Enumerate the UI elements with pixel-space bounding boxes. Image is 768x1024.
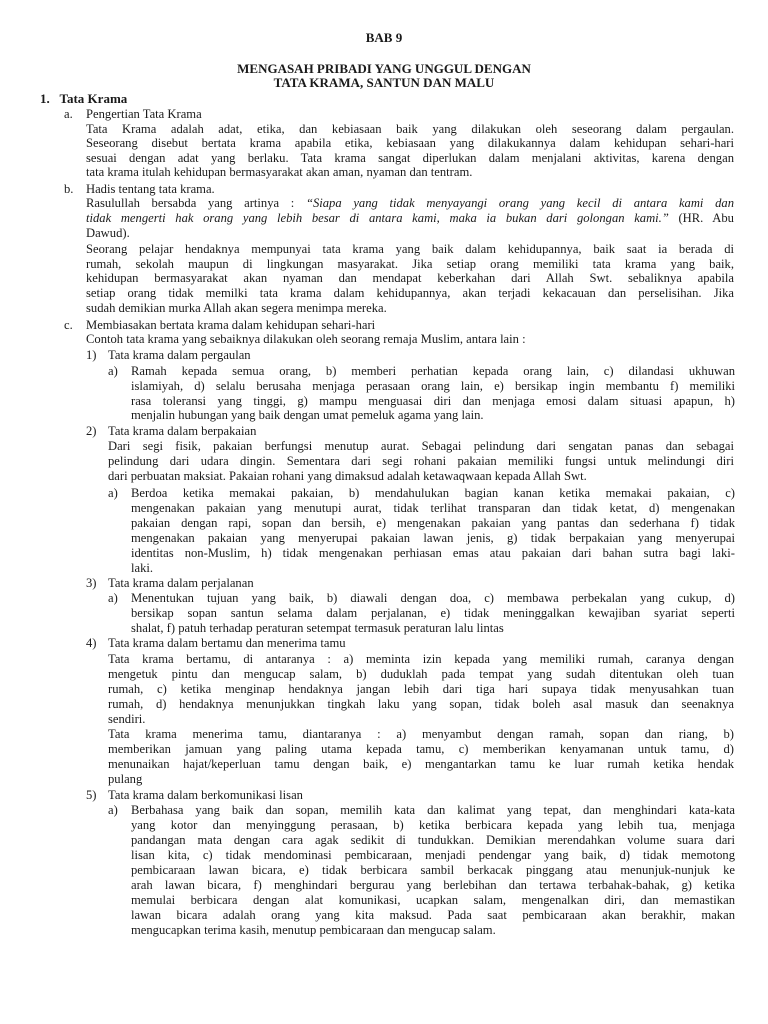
paragraph-line: rumah, d) hendaknya menunjukkan tingkah laku yang sopan, tidak boleh asal masuk dan seenaknya bbox=[108, 697, 734, 711]
paragraph-line: Tata Krama adalah adat, etika, dan kebiasaan baik yang dilakukan oleh seseorang dalam pergaulan. bbox=[86, 122, 734, 136]
list-heading: Tata krama dalam berkomunikasi lisan bbox=[108, 788, 303, 802]
list-heading: Tata krama dalam berpakaian bbox=[108, 424, 257, 438]
paragraph-line: memberikan jamuan yang paling utama kepada tamu, c) memberikan kenyamanan untuk tamu, d) bbox=[108, 742, 734, 756]
paragraph-line: sudah demikian murka Allah akan segera menimpa mereka. bbox=[86, 301, 387, 315]
hadis-quote: “Siapa yang tidak menyayangi orang yang kecil di antara kami dan bbox=[305, 196, 734, 210]
paragraph-line: Ramah kepada semua orang, b) memberi perhatian kepada orang lain, c) dilandasi ukhuwan bbox=[131, 364, 735, 378]
paragraph-line: tata krama itulah kehidupan bermasyarakat akan aman, nyaman dan tentram. bbox=[86, 165, 473, 179]
hadis-source: (HR. Abu bbox=[668, 211, 734, 225]
section-label: Tata Krama bbox=[59, 91, 128, 106]
paragraph-line: Berbahasa yang baik dan sopan, memilih kata dan kalimat yang tepat, dan menghindari kata-kata bbox=[131, 803, 735, 817]
paragraph-line: pelindung dari udara dingin. Sementara dari segi rohani pakaian memiliki fungsi untuk melindungi diri bbox=[108, 454, 734, 468]
paragraph-line: memulai berbicara dengan alat komunikasi, ucapkan salam, mengenalkan diri, dan memastikan bbox=[131, 893, 735, 907]
subsection-heading: Membiasakan bertata krama dalam kehidupan sehari-hari bbox=[86, 318, 376, 332]
paragraph-line: rasa toleransi yang tinggi, g) mampu menguasai diri dan menjaga emosi dalam situasi apapun, h) bbox=[131, 394, 735, 408]
sub-marker: a) bbox=[108, 364, 118, 378]
list-heading: Tata krama dalam pergaulan bbox=[108, 348, 251, 362]
list-number: 5) bbox=[86, 788, 97, 802]
sub-marker: a) bbox=[108, 591, 118, 605]
paragraph-line: Berdoa ketika memakai pakaian, b) mendahulukan bagian kanan ketika memakai pakaian, c) bbox=[131, 486, 735, 500]
subsection-heading: Hadis tentang tata krama. bbox=[86, 182, 215, 196]
list-number: 3) bbox=[86, 576, 97, 590]
paragraph-line: pembicaraan lawan bicara, e) tidak berbicara sambil berkacak pinggang atau menunjuk-nunjuk ke bbox=[131, 863, 735, 877]
hadis-line bbox=[86, 196, 734, 211]
hadis-intro: Rasulullah bersabda yang artinya : bbox=[86, 196, 306, 210]
paragraph-line: pandangan mata dengan cara agak sedikit di tundukkan. Demikian merendahkan volume suara dari bbox=[131, 833, 735, 847]
paragraph-line: Tata krama bertamu, di antaranya : a) meminta izin kepada yang memiliki rumah, caranya dengan bbox=[108, 652, 734, 666]
paragraph-line: kehidupan bermasyarakat akan nyaman dan mendapat keberkahan dari Allah Swt. sebaliknya apabila bbox=[86, 271, 734, 285]
hadis-source: Dawud). bbox=[86, 226, 130, 240]
paragraph-line: laki. bbox=[131, 561, 154, 575]
list-heading: Tata krama dalam perjalanan bbox=[108, 576, 254, 590]
section-heading bbox=[40, 92, 127, 107]
paragraph-line: setiap orang tidak memilki tata krama dalam kehidupannya, akan terjadi kekacauan dan perselisihan. Jika bbox=[86, 286, 734, 300]
paragraph-line: pakaian dengan rapi, sopan dan bersih, e) mengenakan pakaian yang pantas dan sederhana f) tidak bbox=[131, 516, 735, 530]
paragraph-line: yang kotor dan menyinggung perasaan, b) ketika berbicara kepada yang lebih tua, menjaga bbox=[131, 818, 735, 832]
chapter-title-line-1: MENGASAH PRIBADI YANG UNGGUL DENGAN bbox=[237, 61, 531, 76]
paragraph-line: Seseorang disebut bertata krama apabila etika, kebiasaan yang dilakukannya dalam kehidupan sehari-hari bbox=[86, 136, 734, 150]
list-heading: Tata krama dalam bertamu dan menerima tamu bbox=[108, 636, 346, 650]
paragraph-line: dari perbuatan maksiat. Pakaian rohani yang dimaksud adalah ketawaqwaan kepada Allah Swt. bbox=[108, 469, 587, 483]
list-number: 1) bbox=[86, 348, 97, 362]
paragraph-line: Menentukan tujuan yang baik, b) diawali dengan doa, c) membawa perbekalan yang cukup, d) bbox=[131, 591, 735, 605]
list-number: 2) bbox=[86, 424, 97, 438]
paragraph-line: mengenakan pakaian yang menyerupai pakaian lawan jenis, g) tidak berpakaian yang menyerupai bbox=[131, 531, 735, 545]
hadis-quote: tidak mengerti hak orang yang lebih besar di antara kami, maka ia bukan dari golongan kami.” bbox=[86, 211, 669, 225]
paragraph-line: Contoh tata krama yang sebaiknya dilakukan oleh seorang remaja Muslim, antara lain : bbox=[86, 332, 526, 346]
chapter-label: BAB 9 bbox=[365, 30, 403, 45]
chapter-title-line-2: TATA KRAMA, SANTUN DAN MALU bbox=[273, 75, 495, 90]
paragraph-line: mengucapkan terima kasih, menutup pembicaraan dan mengucap salam. bbox=[131, 923, 496, 937]
paragraph-line: arah lawan bicara, f) menghindari bergurau yang berlebihan dan tertawa terbahak-bahak, g) ketika bbox=[131, 878, 735, 892]
paragraph-line: mengetuk pintu dan mengucap salam, b) duduklah pada tempat yang sudah ditentukan oleh tuan bbox=[108, 667, 734, 681]
paragraph-line: bersikap sopan santun selama dalam perjalanan, e) tidak meninggalkan kewajiban syariat seperti bbox=[131, 606, 735, 620]
paragraph-line: Dari segi fisik, pakaian berfungsi menutup aurat. Sebagai pelindung dari sengatan panas dan sebagai bbox=[108, 439, 734, 453]
paragraph-line: menunaikan hajat/keperluan tamu dengan baik, e) mengantarkan tamu ke luar rumah ketika hendak bbox=[108, 757, 734, 771]
hadis-line bbox=[86, 211, 734, 226]
paragraph-line: lisan kita, c) tidak mendominasi pembicaraan, menjadi pendengar yang baik, d) tidak memotong bbox=[131, 848, 735, 862]
paragraph-line: lawan bicara adalah orang yang kita maksud. Pada saat pembicaraan akan berakhir, makan bbox=[131, 908, 735, 922]
sub-marker: a) bbox=[108, 486, 118, 500]
item-marker: b. bbox=[64, 182, 74, 196]
paragraph-line: menjalin hubungan yang baik dengan umat pemeluk agama yang lain. bbox=[131, 408, 484, 422]
paragraph-line: sesuai dengan adat yang berlaku. Tata krama sangat diperlukan dalam menjalani aktivitas, karena dengan bbox=[86, 151, 734, 165]
list-number: 4) bbox=[86, 636, 97, 650]
paragraph-line: shalat, f) patuh terhadap peraturan setempat termasuk peraturan lalu lintas bbox=[131, 621, 504, 635]
paragraph-line: identitas non-Muslim, h) tidak mengenakan perhiasan emas atau pakaian dari bahan sutra bagi laki- bbox=[131, 546, 735, 560]
subsection-heading: Pengertian Tata Krama bbox=[86, 107, 202, 121]
sub-marker: a) bbox=[108, 803, 118, 817]
paragraph-line: mengenakan pakaian yang menutupi aurat, tidak terlihat transparan dan tidak ketat, d) mengenakan bbox=[131, 501, 735, 515]
item-marker: c. bbox=[64, 318, 73, 332]
paragraph-line: Tata krama menerima tamu, diantaranya : a) menyambut dengan ramah, sopan dan riang, b) bbox=[108, 727, 734, 741]
item-marker: a. bbox=[64, 107, 73, 121]
paragraph-line: rumah, sekolah maupun di lingkungan masyarakat. Jika setiap orang memiliki tata krama yang baik, bbox=[86, 257, 734, 271]
paragraph-line: sendiri. bbox=[108, 712, 146, 726]
section-number: 1. bbox=[40, 91, 50, 106]
paragraph-line: islamiyah, d) selalu berusaha menjaga perasaan orang lain, e) bersikap ingin membantu f) memiliki bbox=[131, 379, 735, 393]
paragraph-line: rumah, c) ketika menginap hendaknya jangan lebih dari tiga hari supaya tidak menyusahkan tuan bbox=[108, 682, 734, 696]
paragraph-line: Seorang pelajar hendaknya mempunyai tata krama yang baik dalam kehidupannya, baik saat ia berada di bbox=[86, 242, 734, 256]
paragraph-line: pulang bbox=[108, 772, 143, 786]
